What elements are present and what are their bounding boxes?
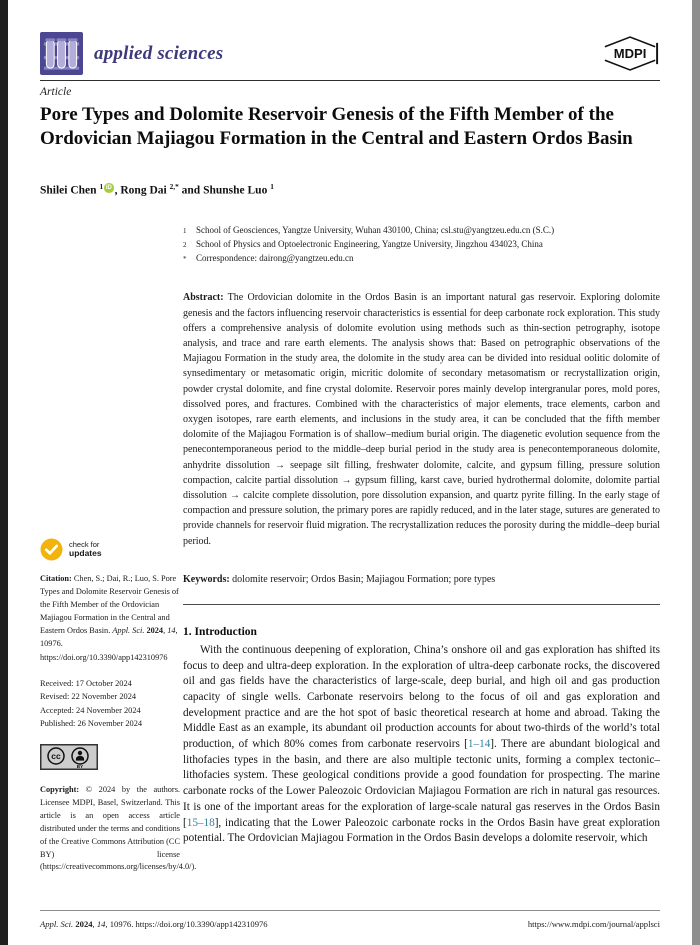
copyright-label: Copyright: — [40, 785, 80, 795]
check-for-updates-badge[interactable] — [40, 538, 180, 561]
reference-link[interactable]: 1–14 — [467, 738, 491, 751]
check-for-updates-label: check for updates — [69, 539, 102, 558]
mdpi-wordmark: MDPI — [613, 45, 647, 61]
footer-separator: , — [92, 919, 97, 929]
authors-line — [40, 183, 274, 197]
author-separator: and — [178, 184, 204, 197]
by-text: BY — [76, 764, 84, 770]
keywords-rule — [183, 604, 660, 605]
received-date: Received: 17 October 2024 — [40, 678, 132, 688]
author-affiliation-sup: 1 — [270, 181, 274, 191]
citation-year: 2024 — [146, 626, 164, 636]
citation-block — [40, 572, 180, 664]
footer-volume: 14 — [96, 919, 106, 929]
correspondence-text[interactable]: Correspondence: dairong@yangtzeu.edu.cn — [196, 252, 354, 263]
accepted-date: Accepted: 24 November 2024 — [40, 705, 141, 715]
affiliation-marker: * — [183, 254, 187, 263]
author-separator: , — [114, 184, 121, 197]
header-rule — [40, 80, 660, 81]
reference-link[interactable]: 15–18 — [186, 816, 215, 829]
citation-journal-abbr: Appl. Sci. — [112, 626, 145, 636]
affiliation-marker: 1 — [183, 227, 187, 235]
journal-wordmark: applied sciences — [94, 42, 224, 64]
affiliation-marker: 2 — [183, 240, 187, 249]
footer-journal-abbr: Appl. Sci. — [40, 919, 74, 929]
citation-separator: , — [163, 626, 168, 636]
keywords-label: Keywords: — [183, 573, 230, 585]
footer-year: 2024 — [75, 919, 93, 929]
cc-license-badge[interactable] — [40, 744, 180, 775]
affiliation-row — [183, 224, 660, 238]
abstract-label: Abstract: — [183, 292, 224, 304]
published-date: Published: 26 November 2024 — [40, 719, 143, 729]
author-affiliation-sup: 2,* — [169, 181, 179, 191]
affiliation-row — [183, 252, 660, 266]
mdpi-logo[interactable] — [602, 34, 660, 73]
cc-text: cc — [51, 751, 61, 762]
dates-block — [40, 677, 180, 731]
citation-text: Chen, S.; Dai, R.; Luo, S. Pore Types and Dolomite Reservoir Genesis of the Fifth Member of the Ordovician Majiagou Formation in the Central and Eastern Ordos Basin. — [40, 574, 179, 636]
footer-doi-link[interactable]: , 10976. https://doi.org/10.3390/app142310976 — [105, 919, 268, 929]
introduction-text: ]. There are abundant biological and lithofacies types in the basin, and there are also multiple tectonic units, forming a complex tectonic–lithofacies system. These geological conditions provide a good foundation for prospecting. The marine carbonate rocks of the Lower Paleozoic Ordovician Majiagou Formation are rich in natural gas resources. It is one of the important areas for the exploration of large-scale natural gas reserves in the Ordos Basin [ — [183, 738, 661, 829]
author-name: Shilei Chen — [40, 184, 97, 197]
abstract-text: The Ordovician dolomite in the Ordos Basin is an important natural gas reservoir. Exploring dolomite genesis and the factors influencing reservoir characteristics is essential for deep carbonate rock exploration. This study offers a comprehensive analysis of dolomite evolution using methods such as thin-section petrography, isotope analysis, and trace and rare earth elements. The analysis shows that: Based on petrographic observations of the Majiagou Formation in the study area, the dolomite in the study area can be divided into residual oolitic dolomite of synsedimentary or metasomatic origin, micritic dolomite of secondary metasomatism or recrystallization origin, powder crystal dolomite, and fine crystal dolomite. Reservoir pores mainly develop intergranular pores, mold pores, dissolved pores, and fractures. Combined with the characteristics of major elements, trace elements, carbon and oxygen isotopes, rare earth elements, and inclusions in the study area, it can be concluded that the fifth member dolomite of the Majiagou Formation is of shallow–medium burial origin. The diagenetic evolution sequence from the penecontemporaneous period to the middle–deep burial period in the study area is penecontemporaneous dolomite, anhydrite dissolution → seepage silt filling, freshwater dolomite, calcite, and gypsum filling, pressure solution compaction, calcite partial dissolution → gypsum filling, karst cave, buried hydrothermal dolomite, dolomite partial dissolution → calcite complete dissolution, pore dissolution expansion, and quartz pyrite filling. In the early stage of compaction and pressure solution, the primary pores are rapidly reduced, and in the later stage, sutures are generated to provide channels for reservoir fluid migration. The recrystallization reduces the porosity during the middle–deep burial period. — [183, 292, 660, 547]
affiliations — [183, 224, 660, 265]
article-type-label: Article — [40, 86, 72, 98]
keywords-text: dolomite reservoir; Ordos Basin; Majiagou Formation; pore types — [229, 573, 496, 585]
introduction-paragraph — [183, 643, 660, 847]
applied-sciences-logo[interactable] — [40, 32, 83, 75]
orcid-icon[interactable]: iD — [105, 184, 112, 191]
paper-page — [8, 0, 692, 945]
affiliation-row — [183, 238, 660, 252]
introduction-heading: 1. Introduction — [183, 625, 257, 638]
footer — [40, 919, 660, 929]
paper-title: Pore Types and Dolomite Reservoir Genesis of the Fifth Member of the Ordovician Majiagou Formation in the Central and Eastern Ordos Basin — [40, 104, 633, 149]
author-name: Rong Dai — [120, 184, 167, 197]
citation-doi[interactable]: , 10976. https://doi.org/10.3390/app142310976 — [40, 626, 178, 662]
footer-rule — [40, 910, 660, 911]
citation-label: Citation: — [40, 574, 72, 583]
copyright-block — [40, 784, 197, 874]
author-name: Shunshe Luo — [203, 184, 268, 197]
test-tubes-icon — [40, 32, 83, 75]
footer-citation — [40, 919, 268, 929]
affiliation-text: School of Geosciences, Yangtze University, Wuhan 430100, China; csl.stu@yangtzeu.edu.cn (S.C.) — [196, 225, 555, 235]
introduction-text: With the continuous deepening of exploration, China’s onshore oil and gas exploration has shifted its focus to deep and ultra-deep exploration. In the exploration of ultra-deep carbonate rocks, the discovered oil and gas fields have the characteristics of large-scale, deep burial, and high oil and gas production capacity of single wells. Carbonate reservoirs belong to the focus of oil and gas exploration and development practice and are the hot spot of basic theoretical research at home and abroad. Taking the Middle East as an example, its abundant oil production accounts for about two-thirds of the world’s total production, of which 80% comes from carbonate reservoirs [ — [183, 643, 660, 751]
journal-header — [40, 29, 660, 78]
introduction-text: ], indicating that the Lower Paleozoic carbonate rocks in the Ordos Basin have great exploration potential. The Ordovician Majiagou Formation in the Ordos Basin develops a dolomite reservoir, which — [183, 816, 660, 845]
keywords — [183, 572, 660, 587]
author-affiliation-sup: 1 — [99, 181, 104, 191]
sidebar — [40, 538, 197, 874]
main-column — [183, 224, 660, 847]
crossmark-check-icon — [40, 538, 63, 561]
revised-date: Revised: 22 November 2024 — [40, 692, 137, 702]
abstract — [183, 290, 660, 548]
footer-journal-url[interactable]: https://www.mdpi.com/journal/applsci — [527, 919, 660, 929]
citation-volume: 14 — [167, 626, 176, 636]
affiliation-text: School of Physics and Optoelectronic Engineering, Yangtze University, Jingzhou 434023, China — [196, 238, 543, 249]
copyright-text: © 2024 by the authors. Licensee MDPI, Basel, Switzerland. This article is an open access article distributed under the terms and conditions of the Creative Commons Attribution (CC BY) license (https://creativecommons.org/licenses/by/4.0/). — [40, 785, 197, 872]
